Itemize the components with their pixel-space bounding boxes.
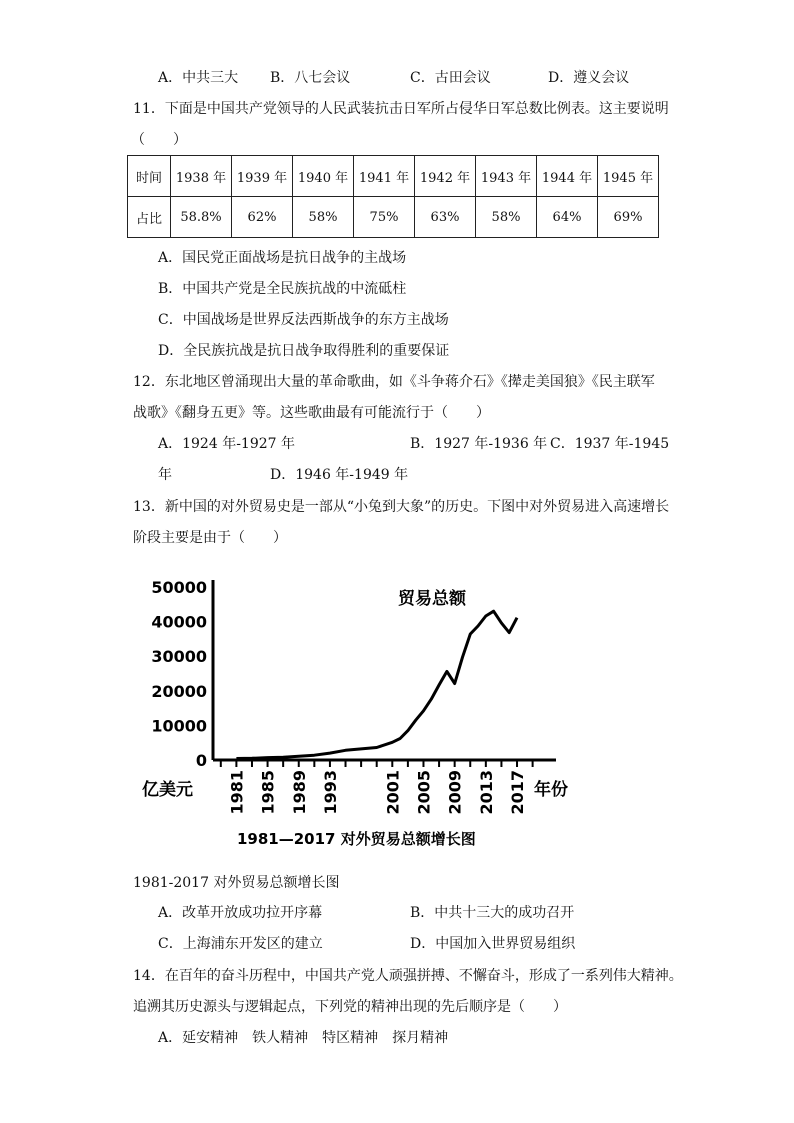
table-year-cell: 1942 年 bbox=[415, 156, 476, 197]
q10-option-a: A．中共三大 bbox=[158, 70, 239, 86]
x-axis-label: 年份 bbox=[534, 780, 568, 800]
table-row bbox=[128, 156, 659, 197]
table-year-cell: 1941 年 bbox=[354, 156, 415, 197]
table-year-cell: 1939 年 bbox=[232, 156, 293, 197]
q14-stem-line1: 14．在百年的奋斗历程中，中国共产党人顽强拼搏、不懈奋斗，形成了一系列伟大精神。 bbox=[133, 968, 683, 984]
x-tick-label: 2017 bbox=[508, 770, 528, 815]
table-ratio-cell: 75% bbox=[354, 197, 415, 238]
table-ratio-cell: 64% bbox=[537, 197, 598, 238]
table-header-time: 时间 bbox=[128, 156, 171, 197]
q14-option-a: A．延安精神 铁人精神 特区精神 探月精神 bbox=[158, 1030, 449, 1046]
q13-option-b: B．中共十三大的成功召开 bbox=[410, 905, 575, 921]
x-tick-label: 2001 bbox=[383, 770, 403, 815]
table-ratio-cell: 62% bbox=[232, 197, 293, 238]
y-tick-label: 10000 bbox=[151, 716, 207, 736]
q11-option-d: D．全民族抗战是抗日战争取得胜利的重要保证 bbox=[158, 343, 450, 359]
figure-caption: 1981-2017 对外贸易总额增长图 bbox=[133, 875, 340, 891]
x-tick-label: 2013 bbox=[476, 770, 496, 815]
table-ratio-cell: 58.8% bbox=[171, 197, 232, 238]
q13-option-a: A．改革开放成功拉开序幕 bbox=[158, 905, 323, 921]
y-axis-unit-label: 亿美元 bbox=[142, 780, 193, 800]
q13-stem-line2: 阶段主要是由于（ ） bbox=[133, 530, 287, 546]
table-year-cell: 1943 年 bbox=[476, 156, 537, 197]
y-tick-label: 0 bbox=[195, 751, 207, 770]
y-tick-label: 40000 bbox=[151, 612, 207, 632]
table-year-cell: 1944 年 bbox=[537, 156, 598, 197]
q10-option-d: D．遵义会议 bbox=[548, 70, 630, 86]
x-tick-label: 2005 bbox=[414, 770, 434, 815]
q13-option-d: D．中国加入世界贸易组织 bbox=[410, 936, 576, 952]
x-axis-ticks bbox=[221, 760, 533, 815]
q12-option-a: A．1924 年-1927 年 bbox=[158, 436, 295, 452]
y-tick-label: 50000 bbox=[151, 577, 207, 597]
q11-stem: 11．下面是中国共产党领导的人民武装抗击日军所占侵华日军总数比例表。这主要说明 bbox=[133, 101, 669, 117]
x-tick-label: 2009 bbox=[445, 770, 465, 815]
table-row bbox=[128, 197, 659, 238]
q11-option-a: A．国民党正面战场是抗日战争的主战场 bbox=[158, 250, 407, 266]
table-ratio-cell: 69% bbox=[598, 197, 659, 238]
table-ratio-cell: 63% bbox=[415, 197, 476, 238]
q12-stem-line1: 12．东北地区曾涌现出大量的革命歌曲，如《斗争蒋介石》《撵走美国狼》《民主联军 bbox=[133, 374, 655, 390]
q11-answer-paren: （ ） bbox=[131, 132, 187, 148]
table-year-cell: 1945 年 bbox=[598, 156, 659, 197]
chart-title: 1981—2017 对外贸易总额增长图 bbox=[237, 830, 476, 848]
q12-option-d: D．1946 年-1949 年 bbox=[270, 467, 409, 483]
q12-option-c: C．1937 年-1945 bbox=[550, 436, 670, 452]
q14-stem-line2: 追溯其历史源头与逻辑起点，下列党的精神出现的先后顺序是（ ） bbox=[133, 999, 567, 1015]
y-tick-label: 30000 bbox=[151, 647, 207, 667]
q13-option-c: C．上海浦东开发区的建立 bbox=[158, 936, 323, 952]
x-tick-label: 1981 bbox=[227, 770, 247, 815]
q12-stem-line2: 战歌》《翻身五更》等。这些歌曲最有可能流行于（ ） bbox=[133, 405, 490, 421]
series-label: 贸易总额 bbox=[398, 589, 466, 609]
q13-stem-line1: 13．新中国的对外贸易史是一部从“小兔到大象”的历史。下图中对外贸易进入高速增长 bbox=[133, 499, 670, 515]
series-line-trade-total bbox=[236, 611, 517, 758]
x-tick-label: 1993 bbox=[320, 770, 340, 815]
table-header-ratio: 占比 bbox=[128, 197, 171, 238]
x-tick-label: 1985 bbox=[258, 770, 278, 815]
q10-option-b: B．八七会议 bbox=[270, 70, 351, 86]
ratio-table bbox=[127, 155, 659, 238]
q10-option-c: C．古田会议 bbox=[410, 70, 491, 86]
table-ratio-cell: 58% bbox=[293, 197, 354, 238]
q11-option-b: B．中国共产党是全民族抗战的中流砥柱 bbox=[158, 281, 407, 297]
x-tick-label: 1989 bbox=[289, 770, 309, 815]
trade-line-chart bbox=[120, 570, 600, 855]
q12-option-c-wrap: 年 bbox=[158, 467, 172, 483]
q12-option-b: B．1927 年-1936 年 bbox=[410, 436, 548, 452]
table-year-cell: 1940 年 bbox=[293, 156, 354, 197]
table-ratio-cell: 58% bbox=[476, 197, 537, 238]
table-year-cell: 1938 年 bbox=[171, 156, 232, 197]
y-axis-ticks bbox=[151, 578, 207, 770]
q11-option-c: C．中国战场是世界反法西斯战争的东方主战场 bbox=[158, 312, 449, 328]
y-tick-label: 20000 bbox=[151, 681, 207, 701]
